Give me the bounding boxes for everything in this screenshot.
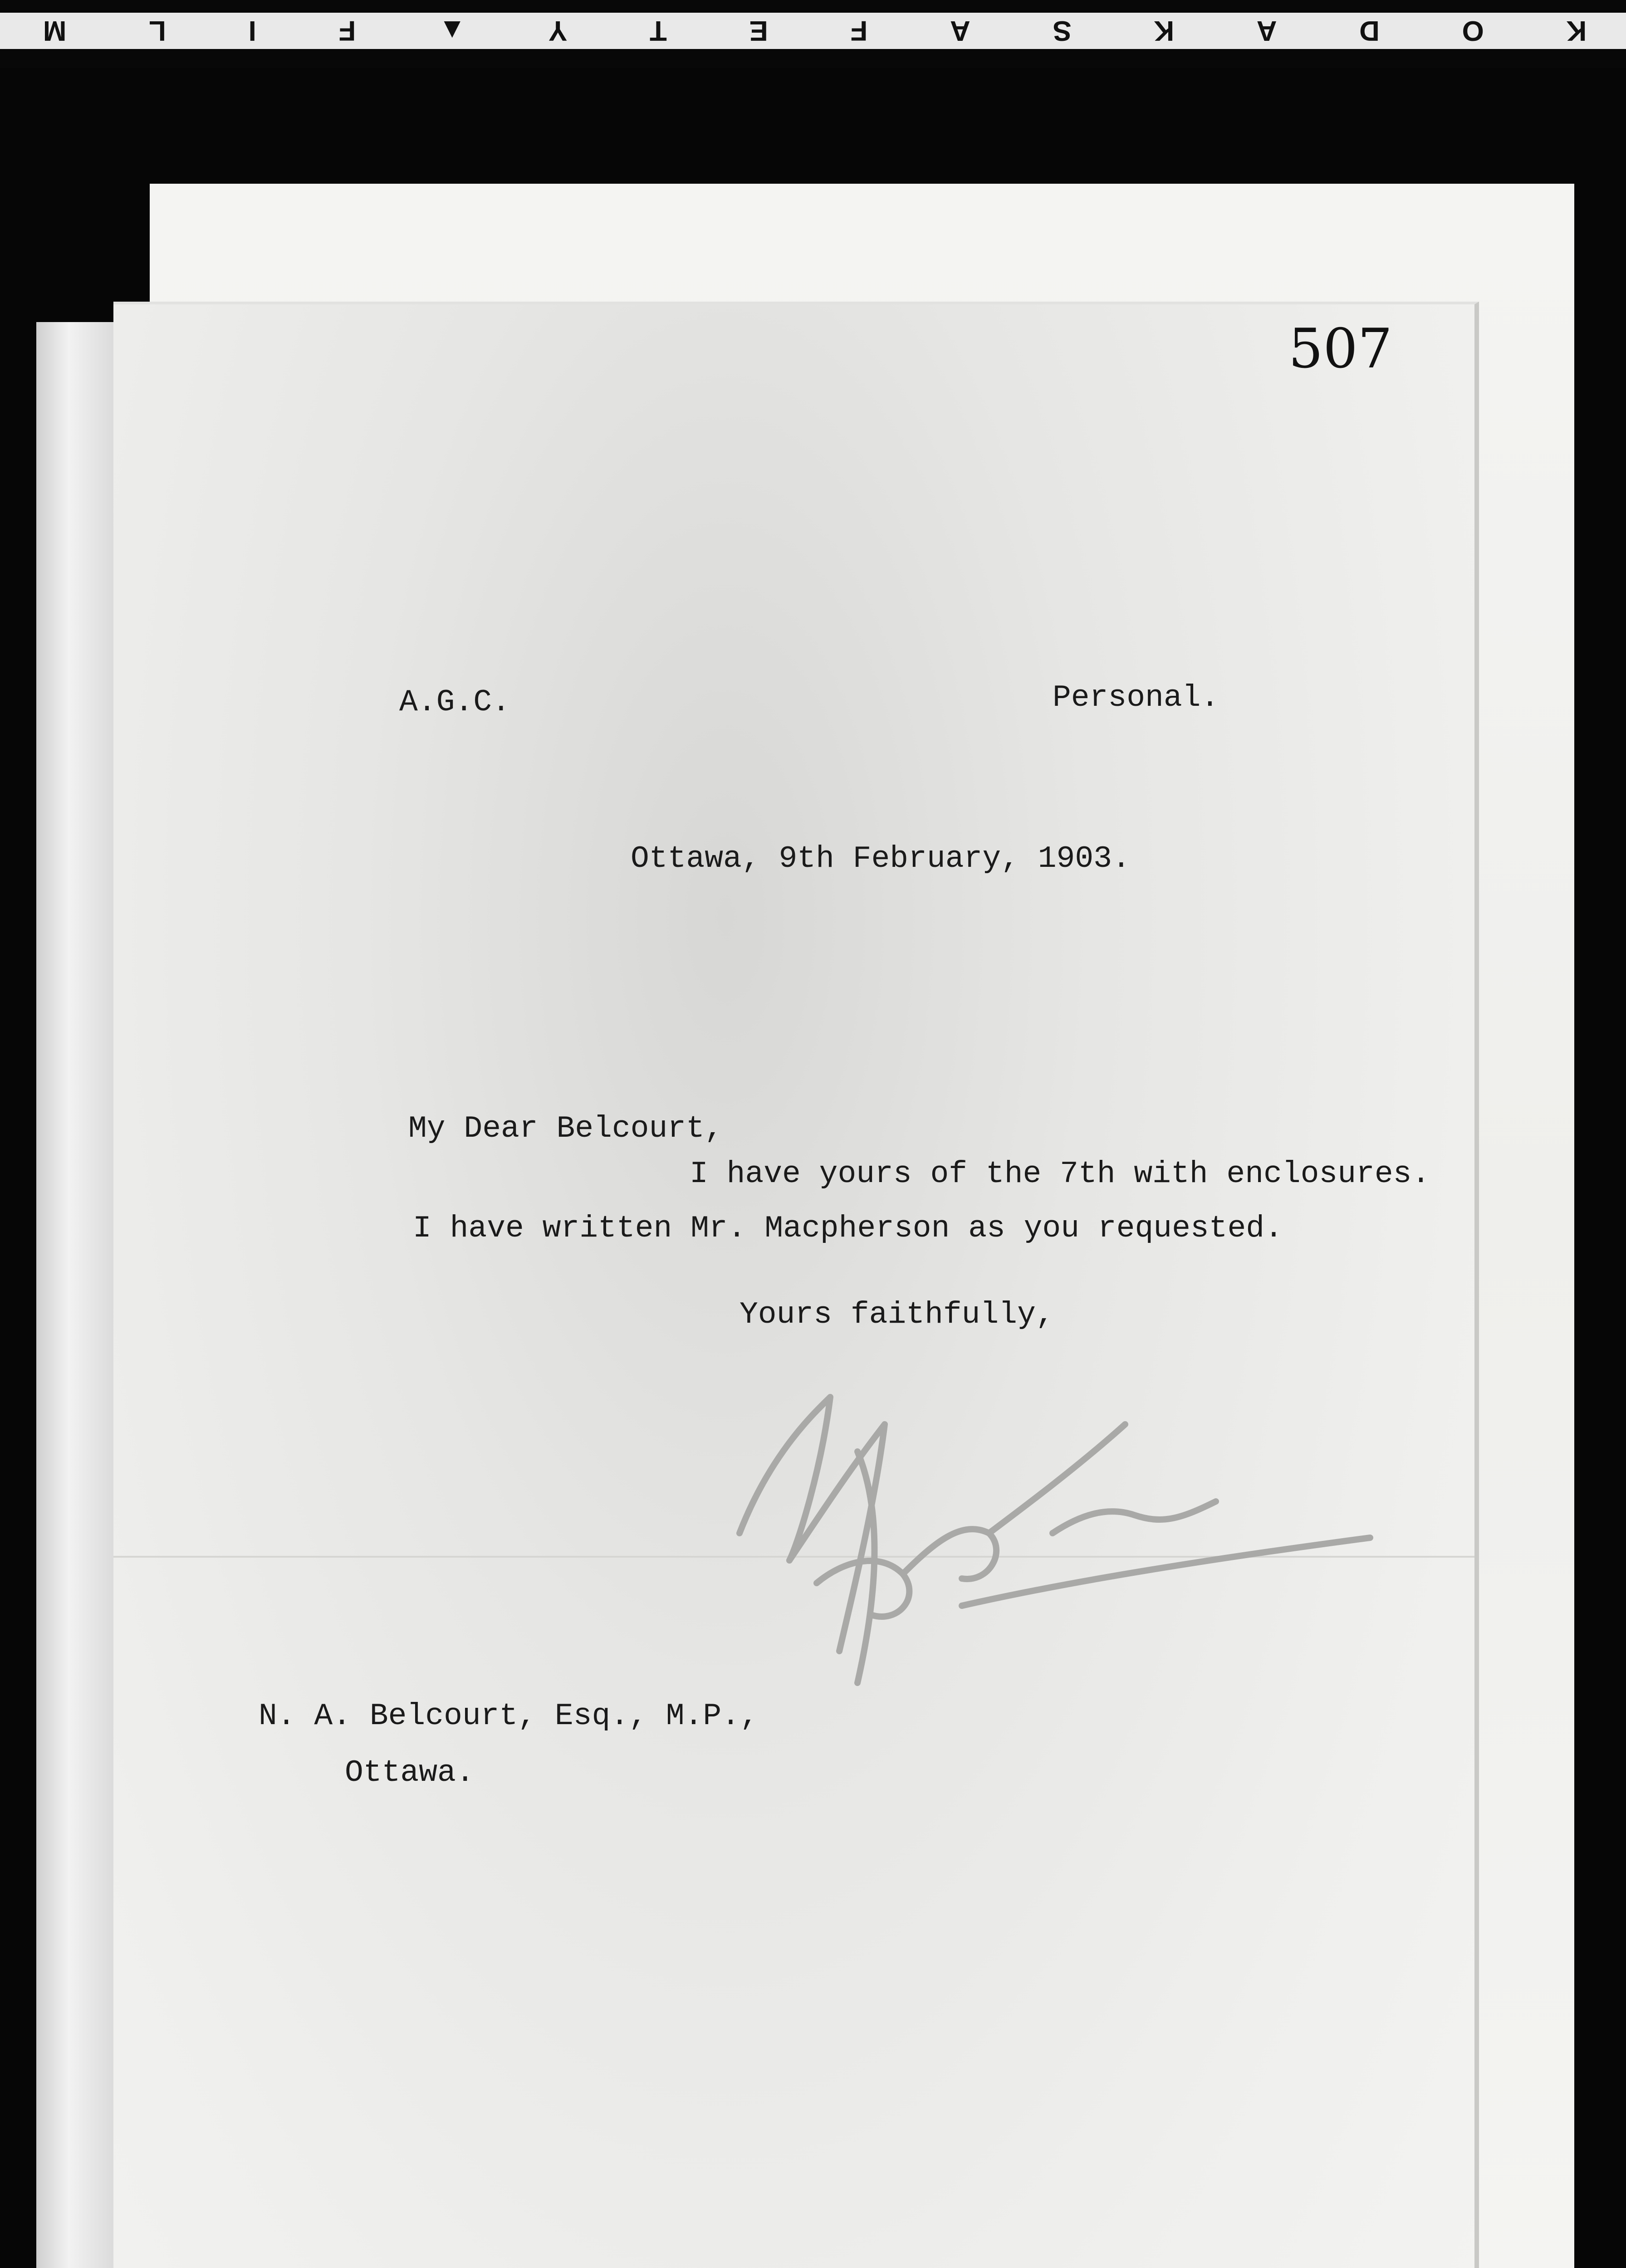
classification-label: Personal. — [1053, 680, 1220, 715]
addressee-city: Ottawa. — [345, 1755, 475, 1790]
film-edge-char: I — [245, 15, 256, 47]
film-edge-char: A — [946, 15, 970, 47]
dateline: Ottawa, 9th February, 1903. — [631, 841, 1131, 876]
addressee-name: N. A. Belcourt, Esq., M.P., — [259, 1699, 759, 1734]
signature — [708, 1370, 1397, 1696]
film-edge-char: F — [335, 15, 356, 47]
closing: Yours faithfully, — [740, 1297, 1054, 1332]
binding-tab — [36, 322, 118, 2268]
film-edge-char: M — [39, 15, 67, 47]
body-line: I have written Mr. Macpherson as you requested. — [413, 1211, 1283, 1246]
film-edge-char: O — [1458, 15, 1484, 47]
film-edge-print — [0, 13, 1626, 49]
film-edge-char: T — [646, 15, 667, 47]
film-edge-char: K — [1562, 15, 1587, 47]
film-edge-char: L — [145, 15, 166, 47]
film-edge-char: F — [847, 15, 868, 47]
office-code: A.G.C. — [399, 685, 510, 720]
film-edge-char: ▲ — [434, 15, 466, 47]
film-edge-char: A — [1253, 15, 1277, 47]
body-line: I have yours of the 7th with enclosures. — [690, 1157, 1430, 1192]
film-edge-char: S — [1049, 15, 1072, 47]
folio-number: 507 — [1288, 318, 1393, 381]
film-edge-char: Y — [544, 15, 568, 47]
film-edge-char: K — [1150, 15, 1175, 47]
film-edge-char: D — [1356, 15, 1380, 47]
letter-sheet — [113, 302, 1479, 2268]
film-edge-char: E — [745, 15, 768, 47]
salutation: My Dear Belcourt, — [408, 1111, 723, 1146]
